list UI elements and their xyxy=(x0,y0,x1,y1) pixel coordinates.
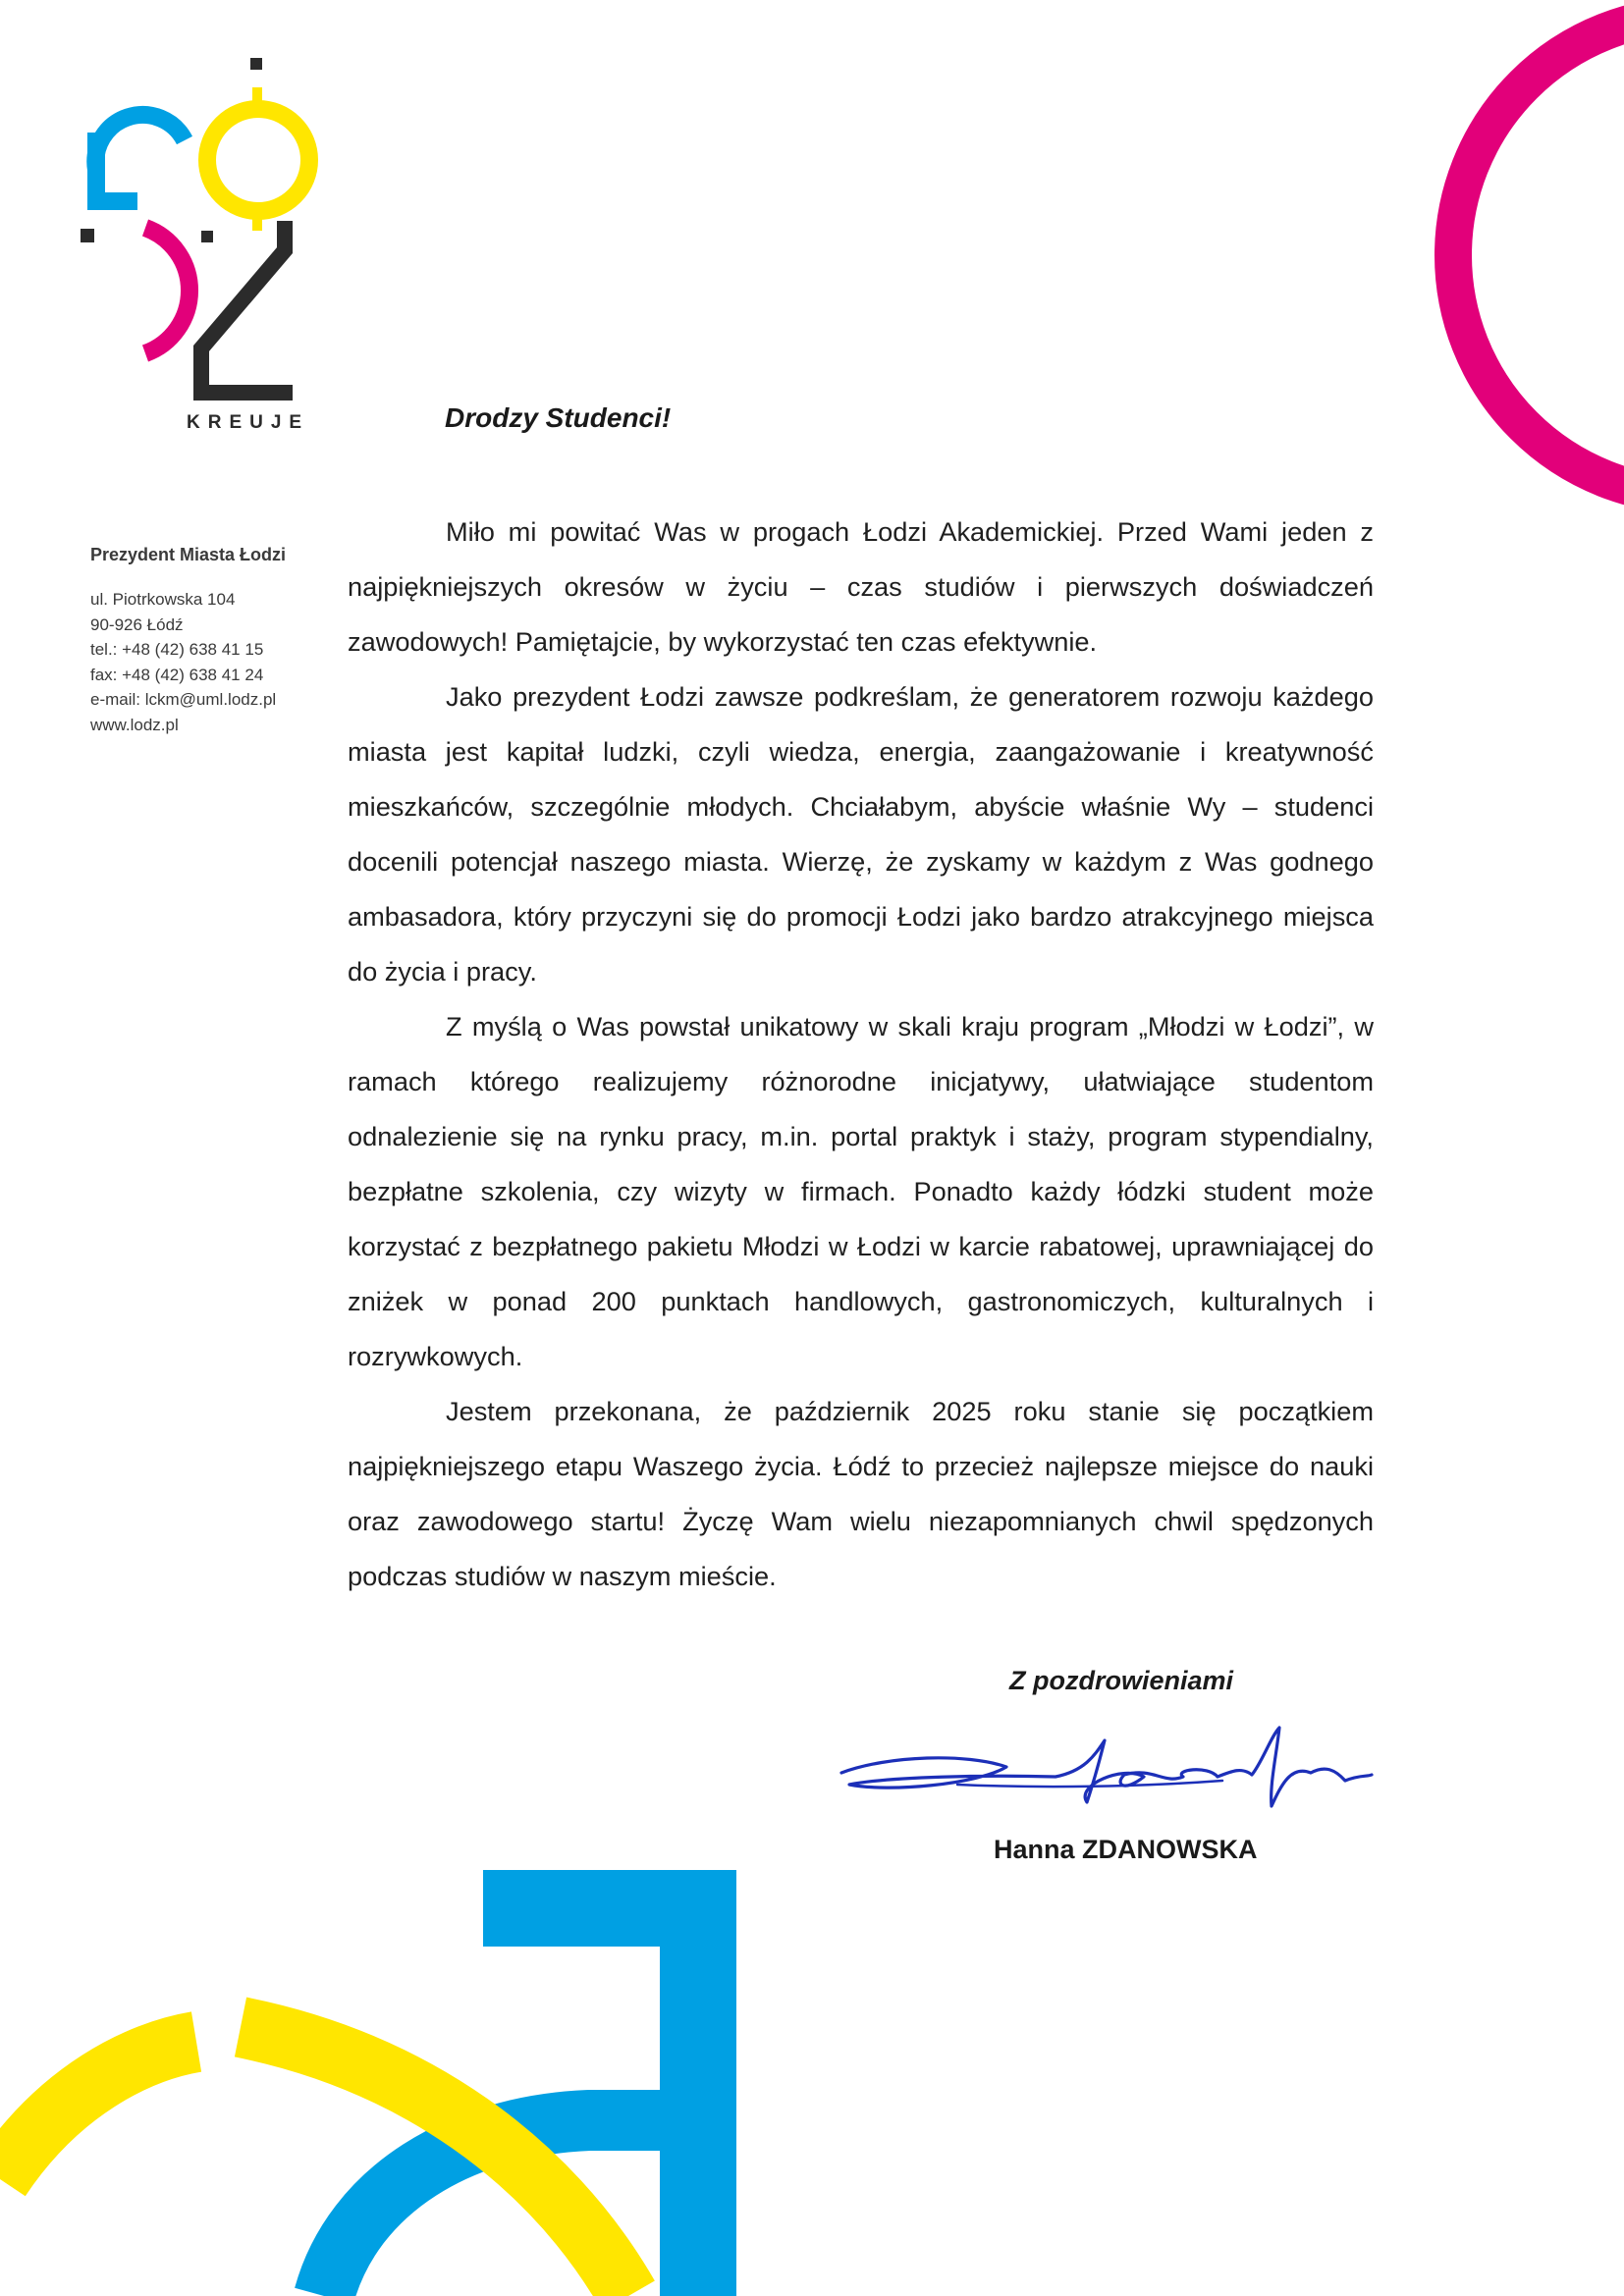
logo-dot-z xyxy=(201,231,213,242)
logo-tagline: KREUJE xyxy=(187,412,310,433)
paragraph: Miło mi powitać Was w progach Łodzi Akademickiej. Przed Wami jeden z najpiękniejszych okresów w życiu – czas studiów i pierwszych doświadczeń zawodowych! Pamiętajcie, by wykorzystać ten czas efektywnie. xyxy=(348,516,1374,657)
letter-closing: Z pozdrowieniami xyxy=(1009,1666,1234,1695)
fax-number: fax: +48 (42) 638 41 24 xyxy=(90,665,264,684)
logo-tick-o-top xyxy=(252,87,262,109)
logo-dot-d xyxy=(81,229,94,242)
lodz-kreuje-logo xyxy=(79,54,334,447)
website-link[interactable]: www.lodz.pl xyxy=(90,715,179,734)
decorative-bottom-shapes xyxy=(0,1865,746,2296)
handwritten-signature xyxy=(830,1716,1380,1824)
logo-letter-o-yellow xyxy=(207,109,309,211)
cyan-bar-vertical xyxy=(660,1870,736,2296)
address-street: ul. Piotrkowska 104 xyxy=(90,590,236,609)
address-city: 90-926 Łódź xyxy=(90,614,184,634)
signer-name: Hanna ZDANOWSKA xyxy=(994,1835,1258,1864)
yellow-arc-left xyxy=(0,2042,196,2179)
logo-dot-o xyxy=(250,58,262,70)
paragraph: Jestem przekonana, że październik 2025 roku stanie się początkiem najpiękniejszego etapu Waszego życia. Łódź to przecież najlepsze miejsce do nauki oraz zawodowego startu! Życzę Wam wielu niezapomnianych chwil spędzonych podczas studiów w naszym mieście. xyxy=(348,1396,1374,1591)
logo-tick-o-bottom xyxy=(252,211,262,231)
decorative-magenta-arc xyxy=(1399,0,1624,530)
letter-body xyxy=(348,505,1374,1604)
logo-letter-d-magenta xyxy=(145,228,189,353)
paragraph: Jako prezydent Łodzi zawsze podkreślam, że generatorem rozwoju każdego miasta jest kapitał ludzki, czyli wiedza, energia, zaangażowanie i kreatywność mieszkańców, szczególnie młodych. Chciałabym, abyście właśnie Wy – studenci docenili potencjał naszego miasta. Wierzę, że zyskamy w każdym z Was godnego ambasadora, który przyczyni się do promocji Łodzi jako bardzo atrakcyjnego miejsca do życia i pracy. xyxy=(348,681,1374,987)
phone-number: tel.: +48 (42) 638 41 15 xyxy=(90,640,264,659)
letter-greeting: Drodzy Studenci! xyxy=(445,402,672,433)
logo-letter-z-black xyxy=(201,221,293,393)
paragraph: Z myślą o Was powstał unikatowy w skali kraju program „Młodzi w Łodzi”, w ramach którego realizujemy różnorodne inicjatywy, ułatwiające studentom odnalezienie się na rynku pracy, m.in. portal praktyk i staży, program stypendialny, bezpłatne szkolenia, czy wizyty w firmach. Ponadto każdy łódzki student może korzystać z bezpłatnego pakietu Młodzi w Łodzi w karcie rabatowej, uprawniającej do zniżek w ponad 200 punktach handlowych, gastronomiczych, kulturalnych i rozrywkowych. xyxy=(348,1011,1374,1371)
sender-contact-block xyxy=(90,545,316,737)
sender-title: Prezydent Miasta Łodzi xyxy=(90,545,287,564)
email-address: e-mail: lckm@uml.lodz.pl xyxy=(90,690,277,709)
logo-letter-l-arc-cyan xyxy=(95,115,185,170)
